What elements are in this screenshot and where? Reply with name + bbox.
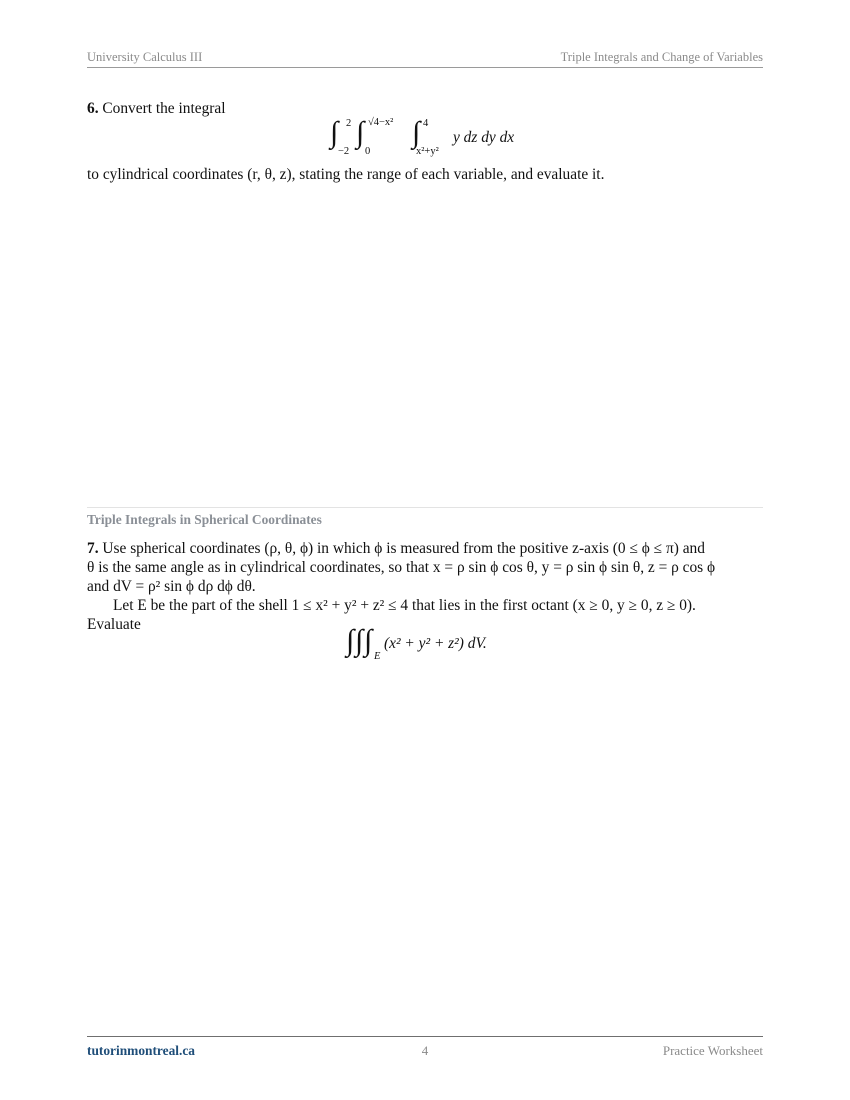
footer-site-link[interactable]: tutorinmontreal.ca (87, 1043, 195, 1058)
problem-6-integrand: y dz dy dx (453, 129, 515, 146)
problem-6-number: 6. (87, 100, 99, 117)
problem-7-text-1: Use spherical coordinates (ρ, θ, ϕ) in which ϕ is measured from the positive z-axis (0 ≤ ϕ ≤ π) and (102, 540, 705, 557)
problem-7-line-1 (87, 539, 764, 558)
limit-2-lower: 0 (365, 146, 371, 157)
limit-1-upper: 2 (346, 118, 352, 129)
problem-7-line-4: Let E be the part of the shell 1 ≤ x² + y² + z² ≤ 4 that lies in the first octant (x ≥ 0, y ≥ 0, z ≥ 0). (113, 597, 696, 614)
problem-7-line-5: Evaluate (87, 616, 141, 633)
header-course: University Calculus III (87, 50, 203, 64)
triple-integral-sign-1: ∫ (346, 624, 355, 657)
problem-7-integral (346, 626, 546, 666)
problem-6-integral (330, 118, 530, 160)
page-header (87, 50, 763, 68)
footer-label: Practice Worksheet (662, 1043, 763, 1058)
problem-7-line-3: and dV = ρ² sin ϕ dρ dϕ dθ. (87, 578, 256, 595)
footer-rule (87, 1036, 763, 1037)
header-topic: Triple Integrals and Change of Variables (560, 50, 763, 64)
problem-7-line-2: θ is the same angle as in cylindrical coordinates, so that x = ρ sin ϕ cos θ, y = ρ sin ϕ sin θ, z = ρ cos ϕ (87, 559, 716, 576)
integral-region: E (374, 651, 381, 662)
limit-1-lower: −2 (338, 146, 350, 157)
limit-3-upper: 4 (423, 118, 429, 129)
page-number: 4 (421, 1043, 429, 1058)
problem-6-instructions: to cylindrical coordinates (r, θ, z), stating the range of each variable, and evaluate it. (87, 166, 605, 183)
problem-6-intro-text: Convert the integral (102, 100, 226, 117)
section-divider (87, 507, 763, 508)
integral-sign-2: ∫ (356, 116, 365, 149)
header-rule (87, 67, 763, 68)
triple-integral-sign-3: ∫ (364, 624, 373, 657)
problem-7-integrand: (x² + y² + z²) dV. (384, 635, 487, 652)
triple-integral-sign-2: ∫ (355, 624, 364, 657)
integral-sign-1: ∫ (330, 116, 339, 149)
problem-6-intro (87, 99, 764, 118)
limit-3-lower: x²+y² (416, 146, 439, 157)
limit-2-upper: √4−x² (368, 117, 394, 128)
section-title: Triple Integrals in Spherical Coordinates (87, 512, 322, 527)
integral-sign-3: ∫ (412, 116, 421, 149)
problem-7-number: 7. (87, 540, 99, 557)
